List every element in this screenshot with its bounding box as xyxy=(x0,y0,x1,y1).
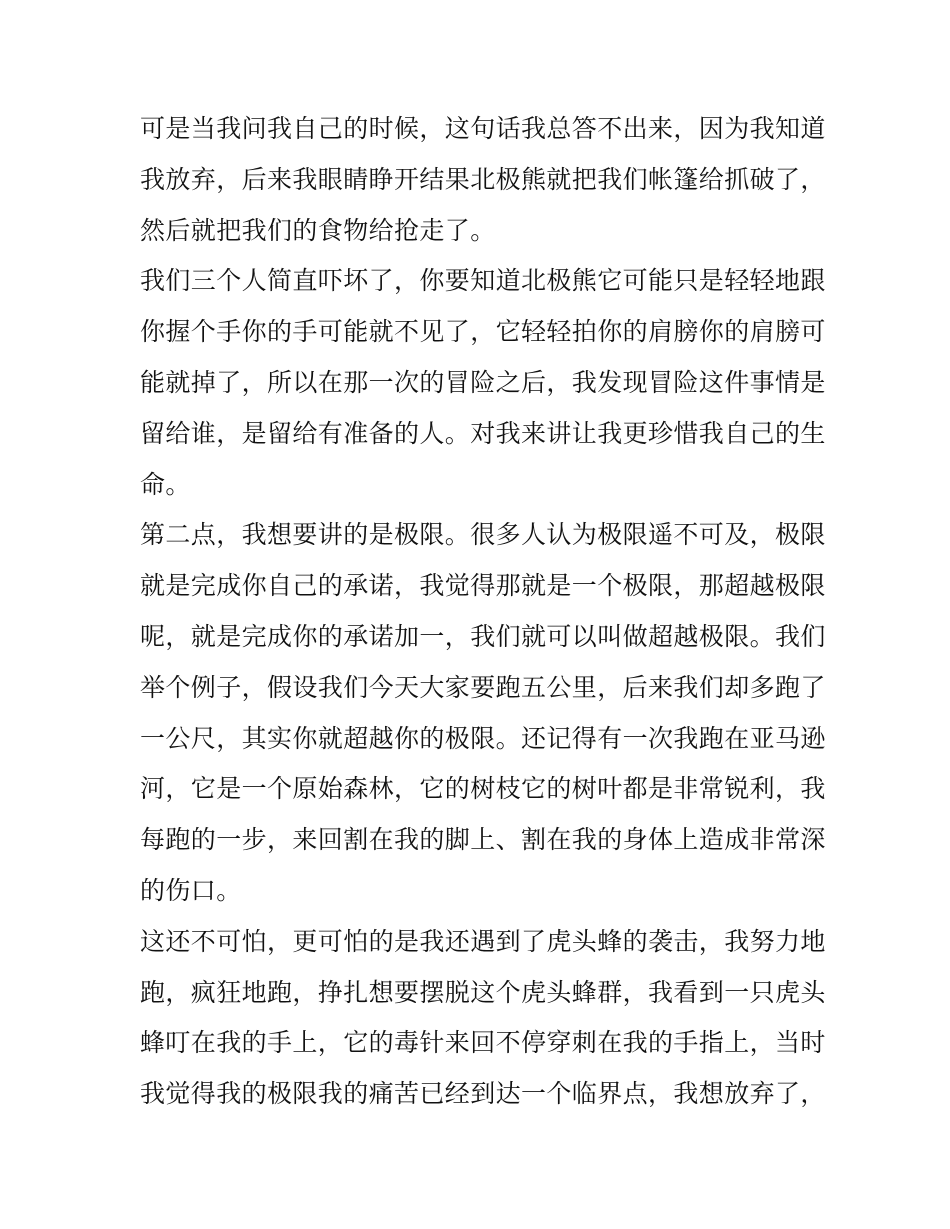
text-line: 然后就把我们的食物给抢走了。 xyxy=(140,215,496,245)
document-body xyxy=(140,104,826,1120)
text-line: 我放弃，后来我眼睛睁开结果北极熊就把我们帐篷给抓破了， xyxy=(140,164,826,194)
paragraph-2 xyxy=(140,256,826,510)
paragraph-3 xyxy=(140,510,826,916)
text-line: 我们三个人简直吓坏了，你要知道北极熊它可能只是轻轻地跟 xyxy=(140,266,826,296)
text-line: 举个例子，假设我们今天大家要跑五公里，后来我们却多跑了 xyxy=(140,672,826,702)
text-line: 我觉得我的极限我的痛苦已经到达一个临界点，我想放弃了， xyxy=(140,1079,826,1109)
text-line: 可是当我问我自己的时候，这句话我总答不出来，因为我知道 xyxy=(140,114,826,143)
text-line: 每跑的一步，来回割在我的脚上、割在我的身体上造成非常深 xyxy=(140,825,826,855)
text-line: 蜂叮在我的手上，它的毒针来回不停穿刺在我的手指上，当时 xyxy=(140,1028,826,1058)
text-line: 一公尺，其实你就超越你的极限。还记得有一次我跑在亚马逊 xyxy=(140,723,826,753)
text-line: 跑，疯狂地跑，挣扎想要摆脱这个虎头蜂群，我看到一只虎头 xyxy=(140,977,826,1007)
text-line: 能就掉了，所以在那一次的冒险之后，我发现冒险这件事情是 xyxy=(140,367,826,397)
paragraph-1 xyxy=(140,104,826,256)
text-line: 第二点，我想要讲的是极限。很多人认为极限遥不可及，极限 xyxy=(140,520,826,550)
text-line: 的伤口。 xyxy=(140,875,242,905)
text-line: 命。 xyxy=(140,469,191,499)
text-line: 这还不可怕，更可怕的是我还遇到了虎头蜂的袭击，我努力地 xyxy=(140,926,826,956)
text-line: 你握个手你的手可能就不见了，它轻轻拍你的肩膀你的肩膀可 xyxy=(140,317,826,347)
text-line: 呢，就是完成你的承诺加一，我们就可以叫做超越极限。我们 xyxy=(140,621,826,651)
text-line: 就是完成你自己的承诺，我觉得那就是一个极限，那超越极限 xyxy=(140,571,826,601)
text-line: 留给谁，是留给有准备的人。对我来讲让我更珍惜我自己的生 xyxy=(140,418,826,448)
paragraph-4 xyxy=(140,917,826,1120)
text-line: 河，它是一个原始森林，它的树枝它的树叶都是非常锐利，我 xyxy=(140,774,826,804)
